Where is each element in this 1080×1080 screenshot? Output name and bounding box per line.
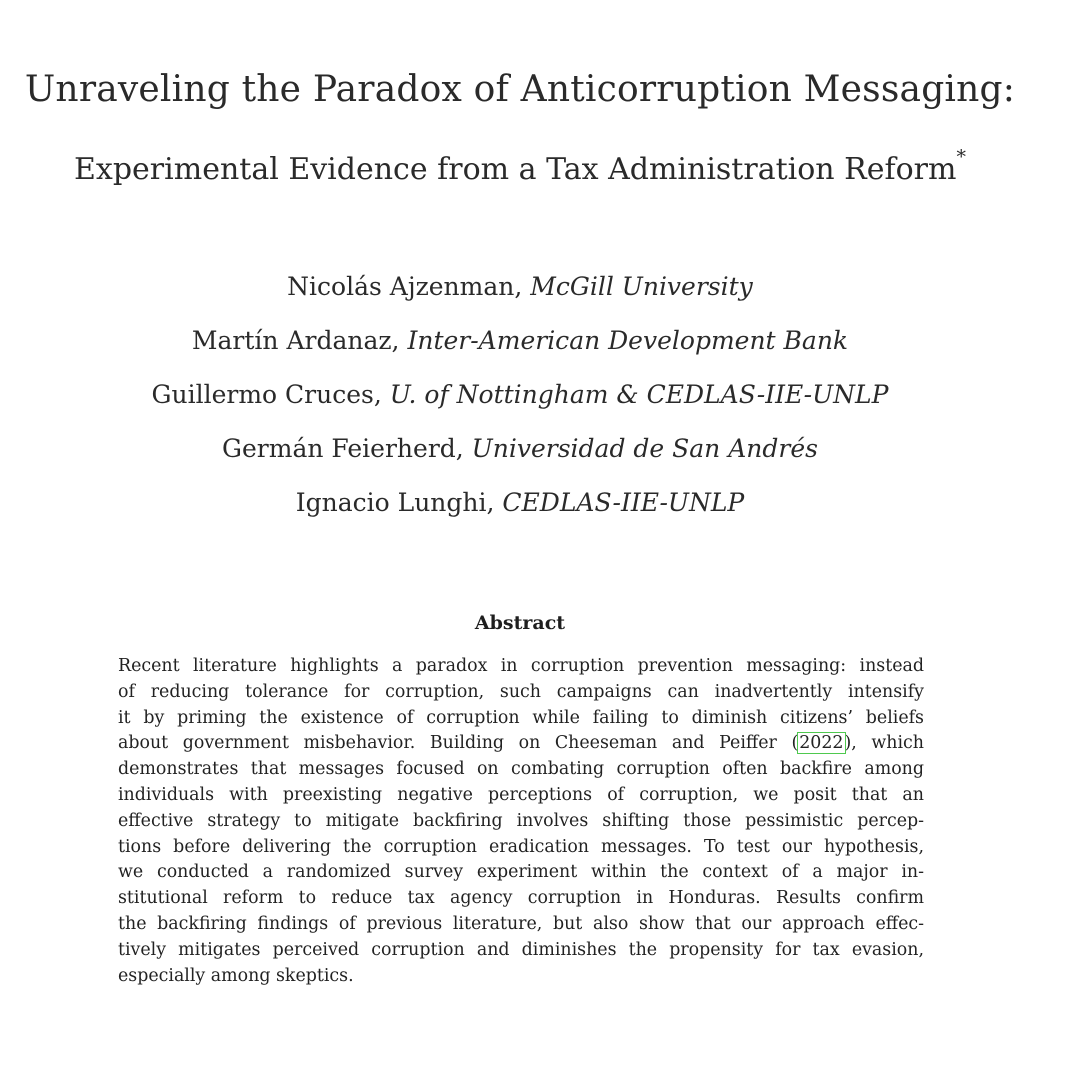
abstract-line: the backfiring findings of previous literature, but also show that our approach effec- <box>118 913 924 934</box>
author-affiliation: U. of Nottingham & CEDLAS-IIE-UNLP <box>389 380 889 409</box>
abstract-line: demonstrates that messages focused on combating corruption often backfire among <box>118 759 924 780</box>
abstract-line: effective strategy to mitigate backfiring involves shifting those pessimistic percep- <box>118 810 924 831</box>
citation-tail: ), which <box>844 733 924 754</box>
author-affiliation: Universidad de San Andrés <box>471 434 818 463</box>
footnote-mark[interactable]: * <box>956 146 966 168</box>
abstract-heading: Abstract <box>474 612 566 634</box>
author-entry <box>0 266 1040 320</box>
abstract-line: we conducted a randomized survey experiment within the context of a major in- <box>118 862 924 883</box>
author-name: Ignacio Lunghi, <box>295 488 495 517</box>
author-affiliation: CEDLAS-IIE-UNLP <box>502 488 745 517</box>
abstract-line-text: about government misbehavior. Building on Cheeseman and Peiffer ( <box>118 733 799 754</box>
author-list <box>0 266 1040 536</box>
abstract-line: tively mitigates perceived corruption and diminishes the propensity for tax evasion, <box>118 939 924 960</box>
author-name: Martín Ardanaz, <box>191 326 400 355</box>
paper-subtitle-text: Experimental Evidence from a Tax Administration Reform <box>74 152 957 187</box>
author-name: Guillermo Cruces, <box>151 380 382 409</box>
author-entry <box>0 374 1040 428</box>
author-name: Nicolás Ajzenman, <box>287 272 523 301</box>
abstract-line: of reducing tolerance for corruption, such campaigns can inadvertently intensify <box>118 681 924 702</box>
abstract-line-with-citation <box>118 731 924 757</box>
abstract-line: Recent literature highlights a paradox in corruption prevention messaging: instead <box>118 656 924 676</box>
author-affiliation: McGill University <box>530 272 753 301</box>
author-name: Germán Feierherd, <box>222 434 464 463</box>
abstract-line: stitutional reform to reduce tax agency corruption in Honduras. Results confirm <box>118 888 924 909</box>
paper-subtitle <box>0 146 1040 188</box>
citation-link[interactable]: 2022 <box>799 733 844 754</box>
paper-title: Unraveling the Paradox of Anticorruption Messaging: <box>24 69 1016 110</box>
author-entry <box>0 482 1040 536</box>
author-entry <box>0 428 1040 482</box>
abstract-line: it by priming the existence of corruption while failing to diminish citizens’ beliefs <box>118 707 924 728</box>
author-affiliation: Inter-American Development Bank <box>407 326 849 355</box>
abstract-text <box>118 654 924 989</box>
abstract-line: especially among skeptics. <box>118 965 354 986</box>
abstract-line: individuals with preexisting negative perceptions of corruption, we posit that an <box>118 784 924 805</box>
abstract-line: tions before delivering the corruption eradication messages. To test our hypothesis, <box>118 836 924 857</box>
author-entry <box>0 320 1040 374</box>
